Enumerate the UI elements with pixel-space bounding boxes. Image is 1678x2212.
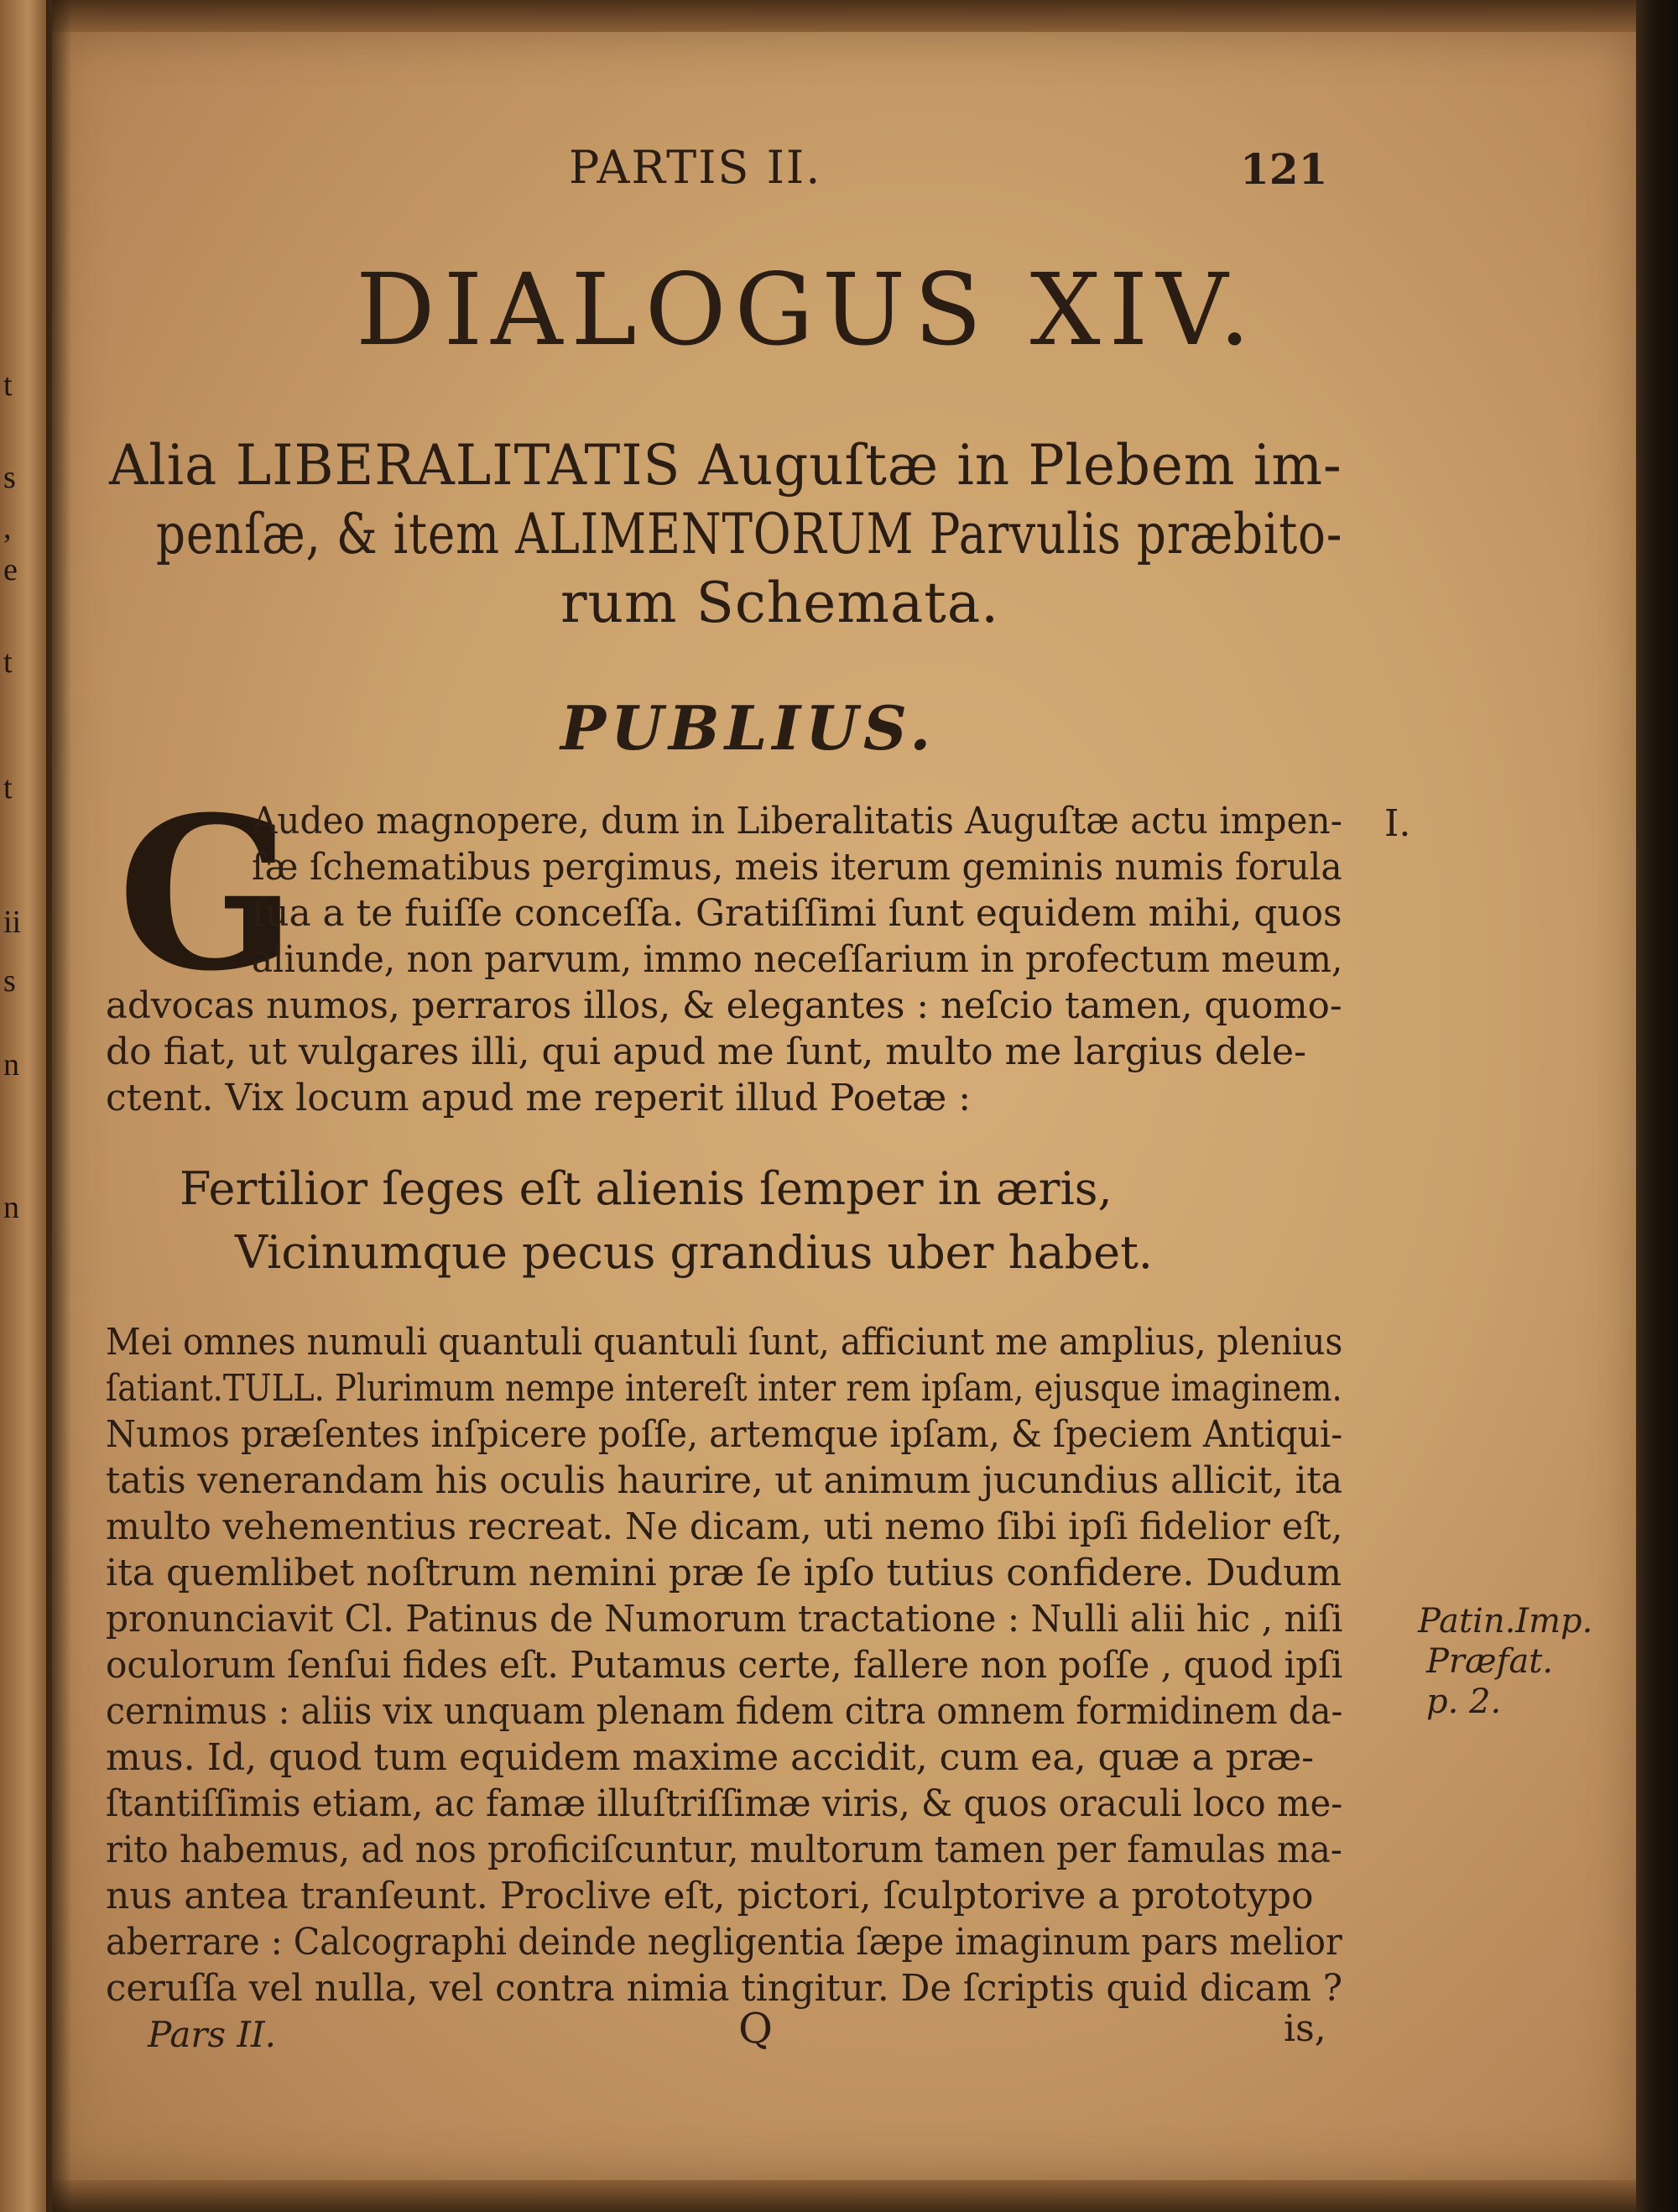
catchword: is, [1284,2007,1326,2050]
paragraph-line: ſua a te fuiſſe conceſſa. Gratiſſimi ſunt equidem mihi, quos [252,892,1342,935]
facing-page-letter: n [3,1190,19,1225]
paragraph-line: nus antea tranſeunt. Proclive eſt, pictori, ſculptorive a prototypo [106,1875,1314,1917]
paragraph-line: Audeo magnopere, dum in Liberalitatis Auguſtæ actu impen- [252,800,1342,843]
verse-line: Fertilior ſeges eſt alienis ſemper in æris, [180,1162,1113,1215]
paragraph-line: ſtantiſſimis etiam, ac famæ illuſtriſſimæ viris, & quos oraculi loco me- [106,1782,1343,1825]
paragraph-line: pronunciavit Cl. Patinus de Numorum tractatione : Nulli alii hic , niſi [106,1598,1343,1641]
speaker-name: PUBLIUS. [560,692,936,764]
facing-page-letter: t [3,770,13,806]
paragraph-line: Numos præſentes inſpicere poſſe, artemque ipſam, & ſpeciem Antiqui- [106,1413,1343,1456]
facing-page-letter: e [3,552,18,587]
margin-numeral: I. [1384,802,1411,845]
paragraph-line: advocas numos, perraros illos, & elegantes : neſcio tamen, quomo- [106,984,1342,1027]
paragraph-line: aberrare : Calcographi deinde negligentia ſæpe imaginum pars melior [106,1921,1342,1964]
margin-citation-line: Patin.Imp. [1418,1602,1593,1641]
paragraph-line: do fiat, ut vulgares illi, qui apud me ſunt, multo me largius dele- [106,1030,1306,1073]
paragraph-line: oculorum ſenſui fides eſt. Putamus certe, fallere non poſſe , quod ipſi [106,1644,1343,1687]
paragraph-line: ceruſſa vel nulla, vel contra nimia tingitur. De ſcriptis quid dicam ? [106,1967,1343,2010]
page-bottom-edge [52,2180,1636,2212]
paragraph-line: aliunde, non parvum, immo neceſſarium in profectum meum, [252,938,1343,981]
facing-page-letter: t [3,368,13,403]
drop-cap: G [117,770,297,1017]
paragraph-line: ctent. Vix locum apud me reperit illud Poetæ : [106,1077,972,1119]
paragraph-line: Mei omnes numuli quantuli quantuli ſunt, afficiunt me amplius, plenius [106,1321,1343,1364]
running-head: PARTIS II. [569,141,822,194]
subtitle-line: Alia LIBERALITATIS Auguſtæ in Plebem im- [109,433,1342,498]
paragraph-line: multo vehementius recreat. Ne dicam, uti nemo ſibi ipſi fidelior eſt, [106,1505,1343,1548]
paragraph-line: ſatiant.TULL. Plurimum nempe intereſt inter rem ipſam, ejusque imaginem. [106,1367,1342,1410]
facing-page-letter: , [3,510,12,545]
subtitle-line: rum Schemata. [560,571,1000,635]
paragraph-line: cernimus : aliis vix unquam plenam fidem citra omnem formidinem da- [106,1690,1343,1733]
facing-page-sliver [0,0,52,2212]
subtitle-line: penſæ, & item ALIMENTORUM Parvulis præbito- [156,502,1343,566]
page-number: 121 [1240,144,1328,194]
facing-page-letter: s [3,460,16,495]
paragraph-line: tatis venerandam his oculis haurire, ut animum jucundius allicit, ita [106,1459,1343,1502]
margin-citation-line: p. 2. [1426,1682,1502,1721]
gathering-letter: Q [738,2004,773,2053]
signature-mark: Pars II. [148,2014,276,2055]
verse-line: Vicinumque pecus grandius uber habet. [235,1226,1153,1279]
paragraph-line: mus. Id, quod tum equidem maxime accidit, cum ea, quæ a præ- [106,1736,1315,1779]
facing-page-letter: t [3,644,13,680]
facing-page-letter: s [3,963,16,999]
facing-page-letter: ii [3,905,22,940]
page-top-edge [52,0,1636,34]
gutter-shadow [46,0,71,2212]
paragraph-line: rito habemus, ad nos proficiſcuntur, multorum tamen per famulas ma- [106,1829,1342,1871]
scanner-backdrop [1636,0,1678,2212]
paragraph-line: ſæ ſchematibus pergimus, meis iterum geminis numis forula [252,846,1342,889]
facing-page-letter: n [3,1047,19,1083]
dialogue-title: DIALOGUS XIV. [356,252,1259,368]
paragraph-line: ita quemlibet noſtrum nemini præ ſe ipſo tutius confidere. Dudum [106,1552,1342,1594]
margin-citation-line: Præfat. [1426,1642,1554,1681]
